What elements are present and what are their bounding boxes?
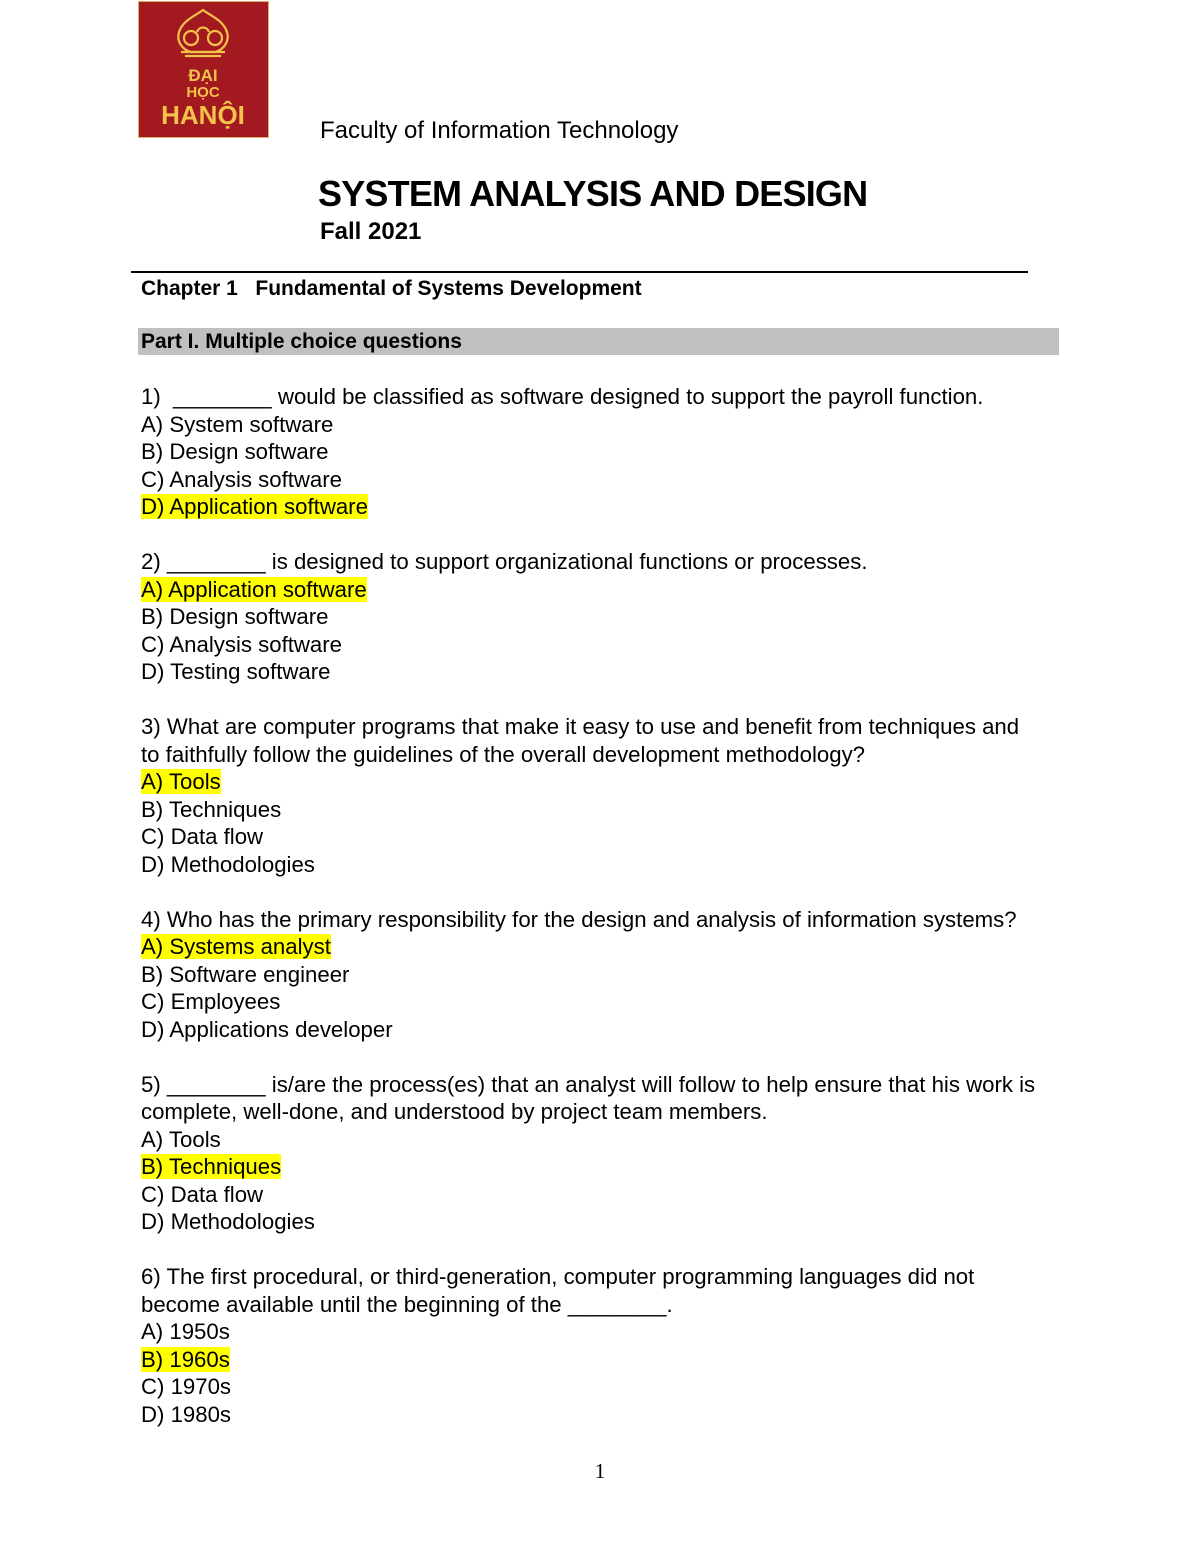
question-list bbox=[141, 383, 1041, 1456]
answer-option-correct bbox=[141, 933, 1041, 961]
option-text: A) 1950s bbox=[141, 1319, 230, 1344]
answer-option-correct bbox=[141, 493, 1041, 521]
option-text: A) Tools bbox=[141, 1126, 221, 1152]
answer-option bbox=[141, 1401, 1041, 1429]
answer-option bbox=[141, 988, 1041, 1016]
question-item bbox=[141, 1071, 1041, 1236]
option-text: C) Data flow bbox=[141, 824, 264, 849]
question-stem: 2) ________ is designed to support organizational functions or processes. bbox=[141, 549, 868, 574]
part-heading: Part I. Multiple choice questions bbox=[138, 328, 1059, 355]
option-text: B) 1960s bbox=[141, 1346, 230, 1372]
option-text: D) Application software bbox=[141, 494, 368, 519]
option-text: B) Design software bbox=[141, 439, 329, 464]
option-text: D) 1980s bbox=[141, 1401, 232, 1427]
answer-option-correct bbox=[141, 1346, 1041, 1374]
question-stem: 3) What are computer programs that make it easy to use and benefit from techniques and to faithfully follow the guidelines of the overall development methodology? bbox=[141, 714, 1026, 767]
answer-option bbox=[141, 851, 1041, 879]
logo-text-line1: ĐẠI bbox=[188, 66, 218, 85]
answer-option bbox=[141, 1318, 1041, 1346]
option-text: B) Software engineer bbox=[141, 961, 350, 987]
question-item bbox=[141, 383, 1041, 521]
header-divider bbox=[131, 271, 1028, 273]
answer-option bbox=[141, 603, 1041, 631]
question-item bbox=[141, 713, 1041, 878]
option-text: D) Methodologies bbox=[141, 1209, 315, 1234]
option-text: A) Systems analyst bbox=[141, 934, 331, 959]
option-text: D) Applications developer bbox=[141, 1016, 393, 1042]
answer-option-correct bbox=[141, 1153, 1041, 1181]
faculty-name: Faculty of Information Technology bbox=[320, 117, 679, 144]
answer-option bbox=[141, 1126, 1041, 1154]
answer-option bbox=[141, 1208, 1041, 1236]
answer-option bbox=[141, 961, 1041, 989]
answer-option-correct bbox=[141, 768, 1041, 796]
answer-option bbox=[141, 658, 1041, 686]
question-stem: 1) ________ would be classified as software designed to support the payroll function. bbox=[141, 384, 984, 409]
logo-text-line2: HỌC bbox=[186, 84, 220, 101]
answer-option bbox=[141, 1373, 1041, 1401]
question-item bbox=[141, 548, 1041, 686]
answer-option bbox=[141, 796, 1041, 824]
option-text: A) Tools bbox=[141, 769, 221, 794]
option-text: C) Analysis software bbox=[141, 631, 342, 657]
option-text: B) Techniques bbox=[141, 1154, 282, 1179]
university-logo bbox=[138, 1, 269, 138]
answer-option bbox=[141, 438, 1041, 466]
chapter-heading: Chapter 1 Fundamental of Systems Development bbox=[141, 277, 642, 300]
course-title: SYSTEM ANALYSIS AND DESIGN bbox=[318, 173, 868, 214]
question-stem: 5) ________ is/are the process(es) that an analyst will follow to help ensure that his work is complete, well-done, and understood by project team members. bbox=[141, 1071, 1042, 1124]
answer-option bbox=[141, 631, 1041, 659]
question-stem: 6) The first procedural, or third-generation, computer programming languages did not become available until the beginning of the ________. bbox=[141, 1264, 981, 1317]
option-text: A) System software bbox=[141, 411, 334, 437]
option-text: D) Methodologies bbox=[141, 851, 315, 877]
page-number: 1 bbox=[594, 1459, 606, 1483]
answer-option bbox=[141, 1181, 1041, 1209]
answer-option bbox=[141, 411, 1041, 439]
answer-option bbox=[141, 823, 1041, 851]
answer-option-correct bbox=[141, 576, 1041, 604]
option-text: A) Application software bbox=[141, 576, 367, 602]
term: Fall 2021 bbox=[320, 218, 422, 245]
option-text: C) Employees bbox=[141, 989, 281, 1014]
option-text: C) Data flow bbox=[141, 1181, 264, 1207]
question-stem: 4) Who has the primary responsibility for the design and analysis of information systems? bbox=[141, 906, 1017, 932]
option-text: D) Testing software bbox=[141, 659, 331, 684]
option-text: C) Analysis software bbox=[141, 466, 342, 492]
answer-option bbox=[141, 466, 1041, 494]
option-text: B) Design software bbox=[141, 604, 329, 629]
option-text: C) 1970s bbox=[141, 1374, 232, 1399]
logo-text-line3: HANỘI bbox=[161, 100, 245, 130]
answer-option bbox=[141, 1016, 1041, 1044]
question-item bbox=[141, 1263, 1041, 1428]
option-text: B) Techniques bbox=[141, 796, 282, 822]
question-item bbox=[141, 906, 1041, 1044]
